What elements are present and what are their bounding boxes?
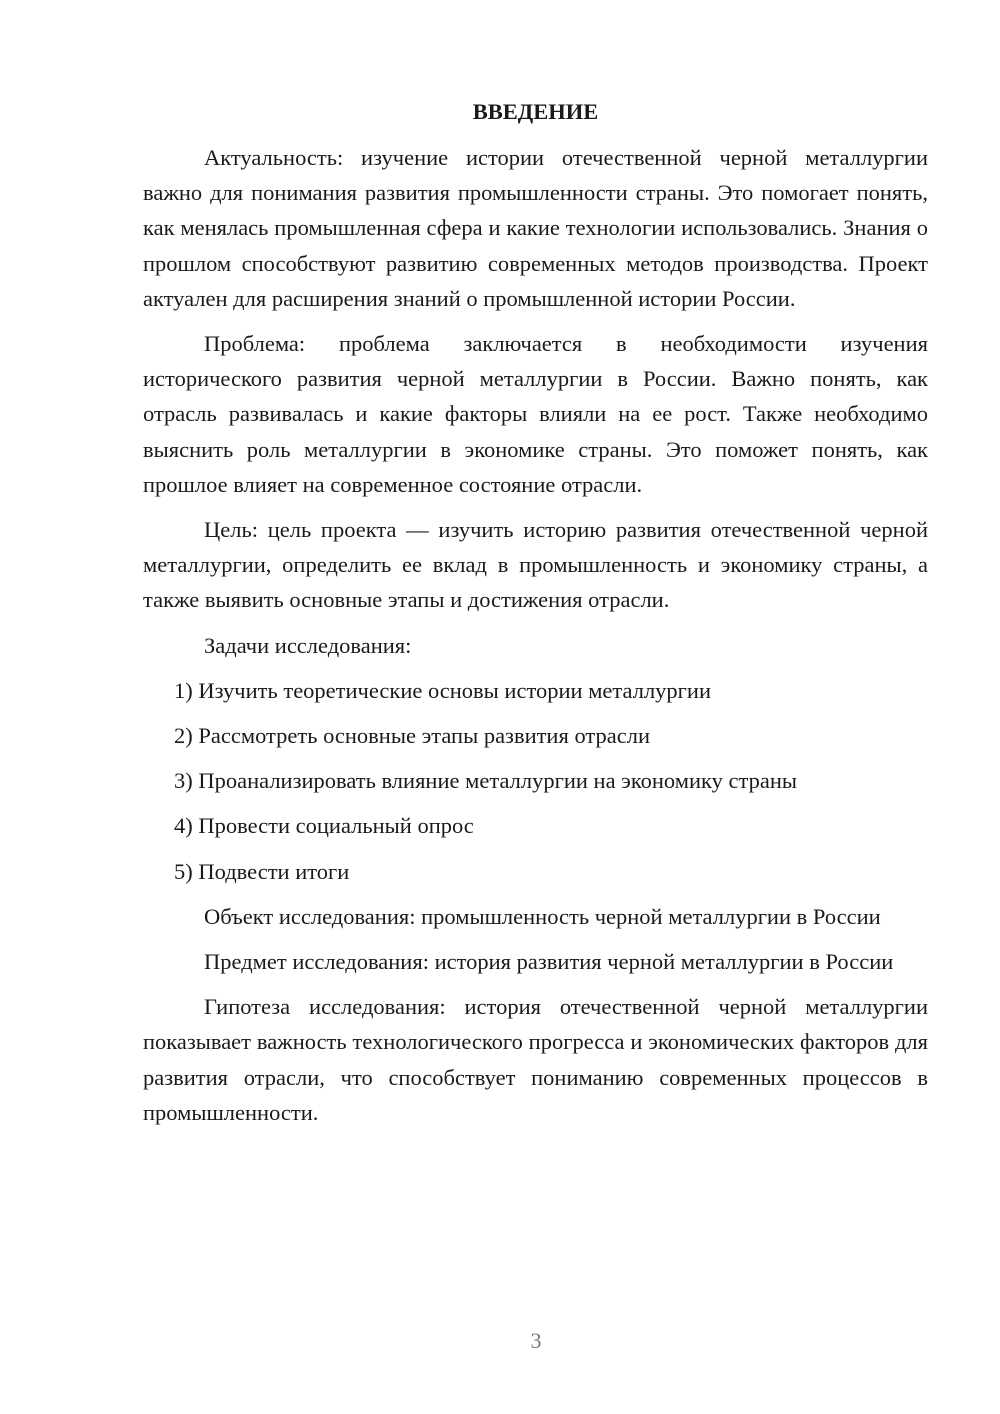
problem-paragraph: Проблема: проблема заключается в необходимости изучения исторического развития черной металлургии в России. Важно понять, как отрасль развивалась и какие факторы влияли на ее рост. Также необходимо выяснить роль металлургии в экономике страны. Это поможет понять, как прошлое влияет на современное состояние отрасли. (143, 331, 928, 497)
research-object-paragraph: Объект исследования: промышленность черной металлургии в России (204, 903, 881, 929)
goal-paragraph: Цель: цель проекта — изучить историю развития отечественной черной металлургии, определить ее вклад в промышленность и экономику страны, а также выявить основные этапы и достижения отрасли. (143, 517, 928, 613)
task-item-4: 4) Провести социальный опрос (174, 813, 474, 839)
relevance-paragraph: Актуальность: изучение истории отечественной черной металлургии важно для понимания развития промышленности страны. Это помогает понять, как менялась промышленная сфера и какие технологии использовались. Знания о прошлом способствуют развитию современных методов производства. Проект актуален для расширения знаний о промышленной истории России. (143, 145, 928, 311)
task-item-1: 1) Изучить теоретические основы истории металлургии (174, 677, 711, 703)
section-title: ВВЕДЕНИЕ (472, 99, 599, 124)
hypothesis-paragraph: Гипотеза исследования: история отечественной черной металлургии показывает важность технологического прогресса и экономических факторов для развития отрасли, что способствует пониманию современных процессов в промышленности. (143, 994, 928, 1125)
page-content (143, 94, 928, 1140)
task-item-3: 3) Проанализировать влияние металлургии на экономику страны (174, 768, 797, 794)
research-subject-paragraph: Предмет исследования: история развития черной металлургии в России (204, 949, 894, 975)
page-number: 3 (530, 1328, 542, 1353)
task-item-5: 5) Подвести итоги (174, 858, 350, 884)
tasks-title: Задачи исследования: (204, 632, 412, 658)
task-item-2: 2) Рассмотреть основные этапы развития отрасли (174, 723, 651, 749)
